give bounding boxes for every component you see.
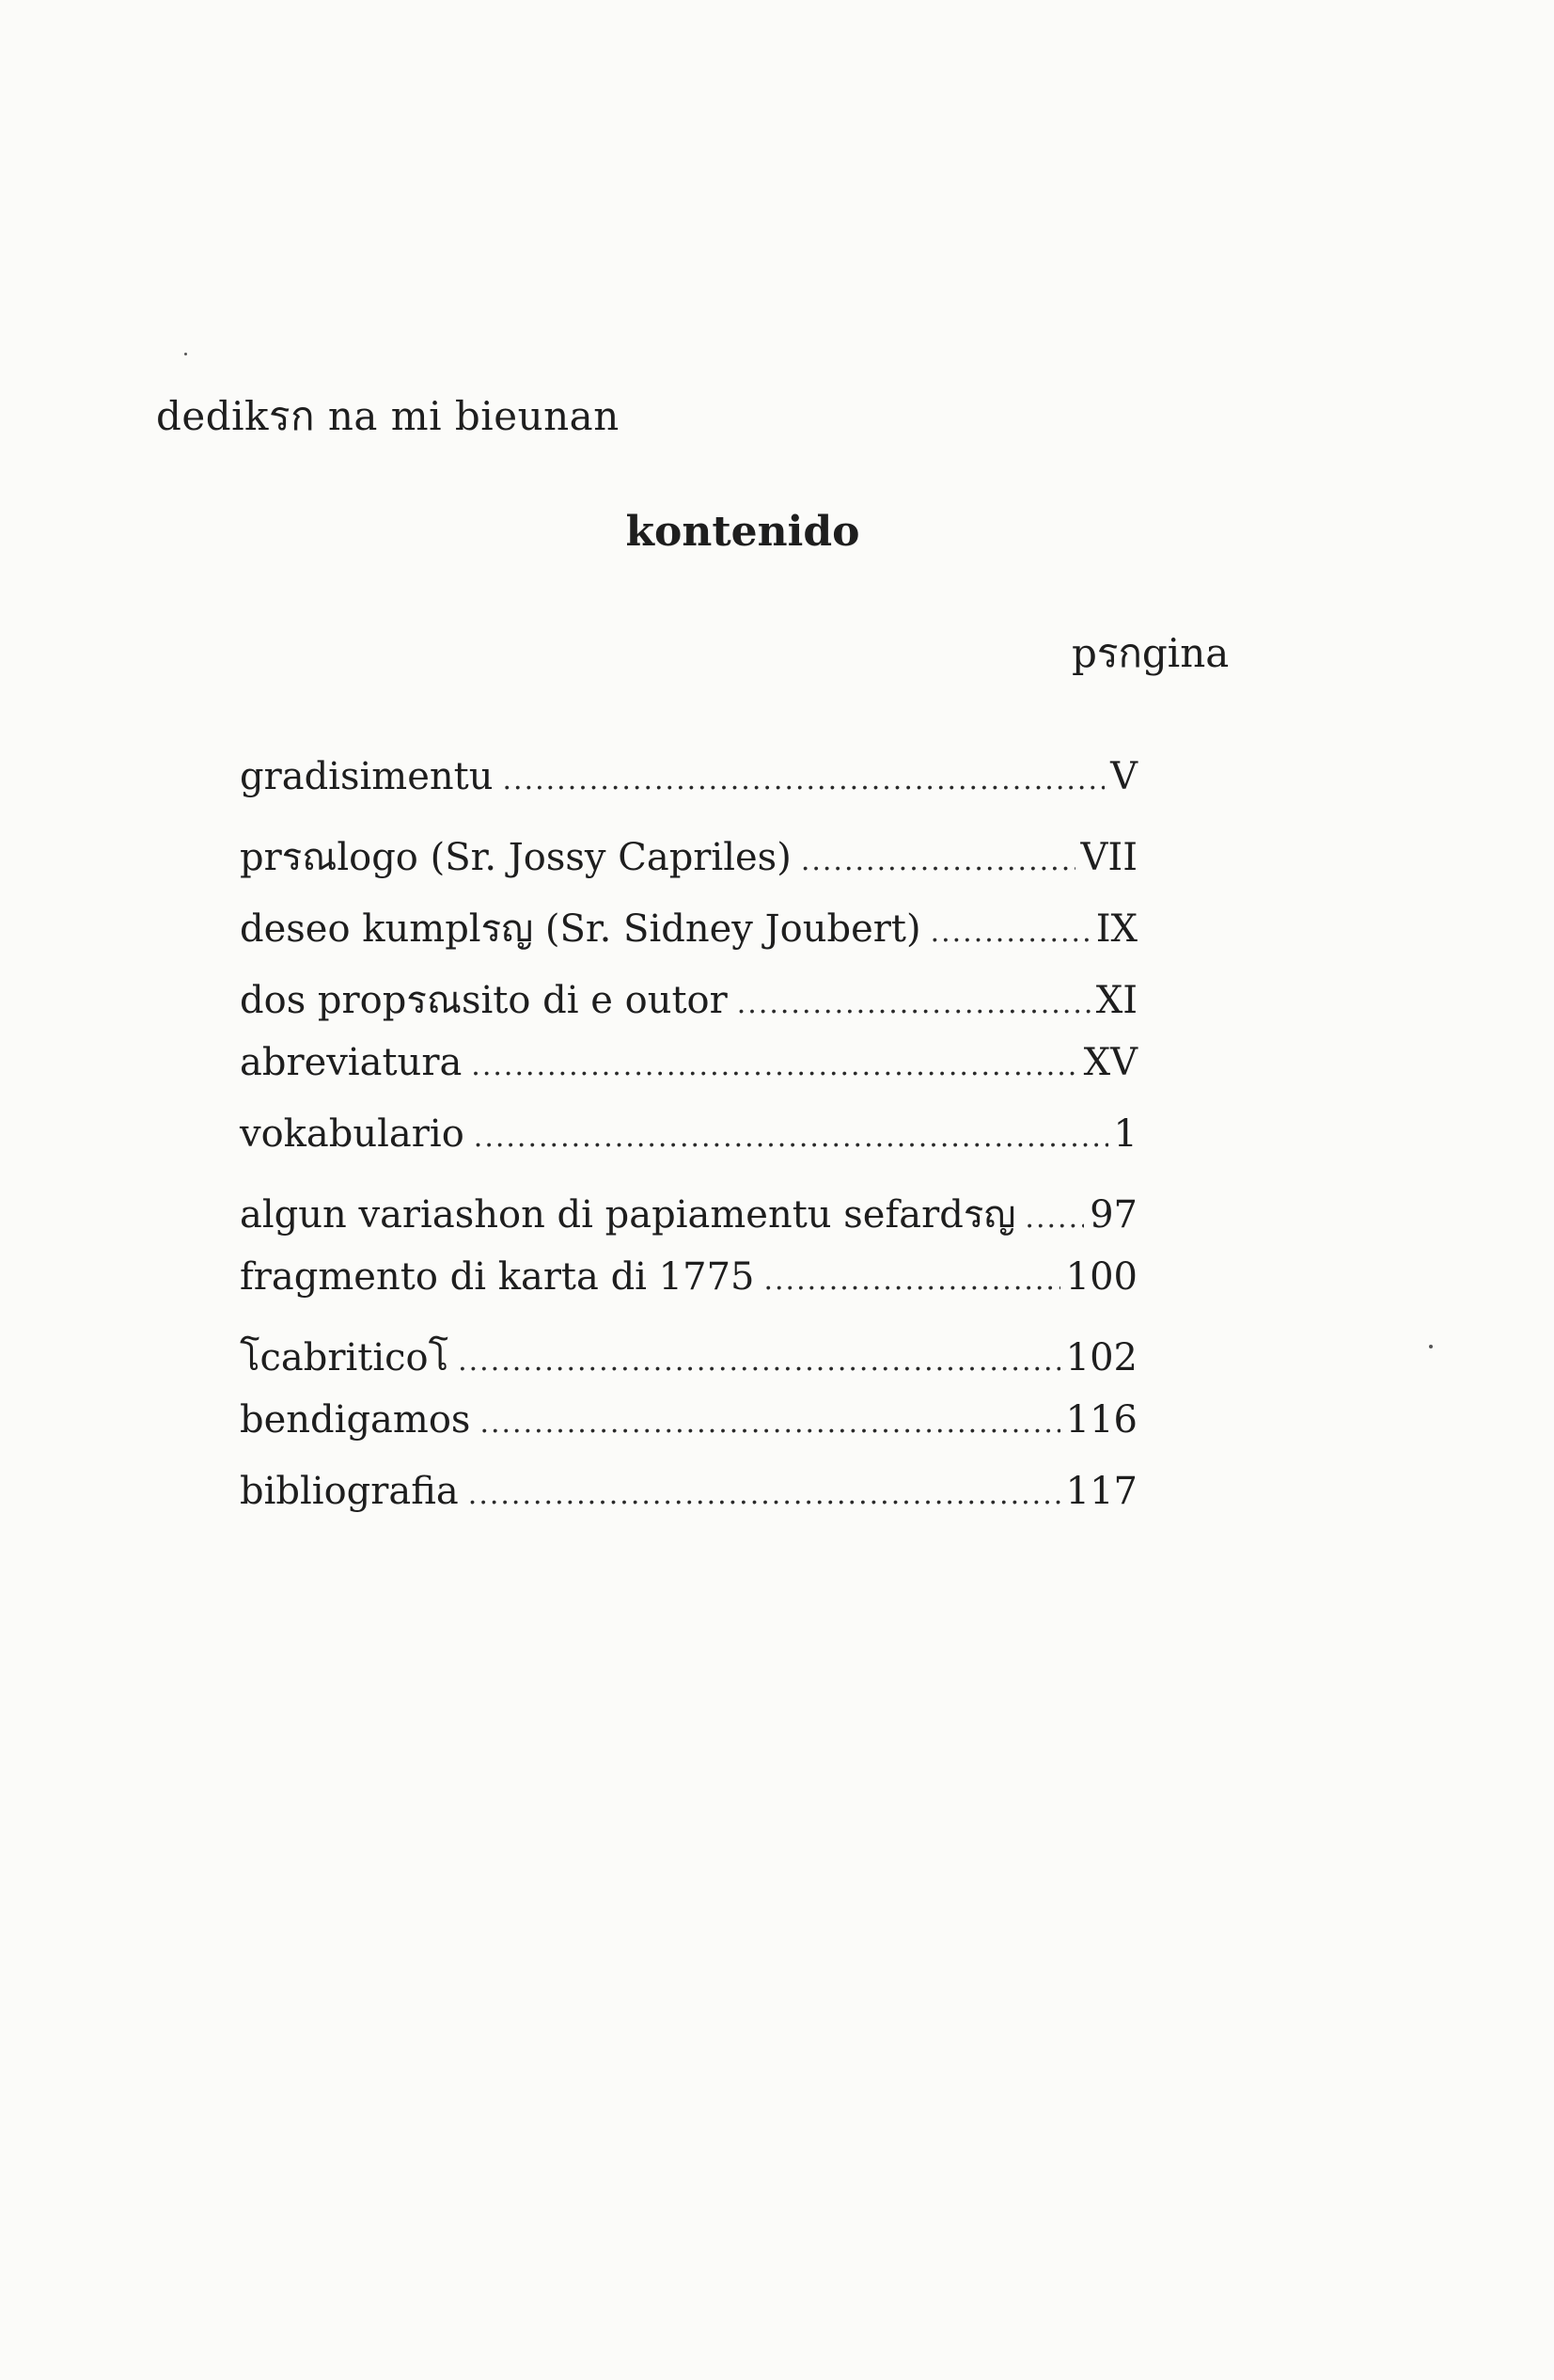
scan-speck [184, 353, 187, 355]
dedication-line: dedikรก na mi bieunan [156, 393, 620, 439]
toc-entry [240, 1398, 1138, 1470]
toc-dot-leader [474, 1121, 1108, 1154]
page-title: kontenido [625, 508, 860, 556]
toc-entry-title: gradisimentu [240, 755, 494, 798]
toc-entry-title: abreviatura [240, 1041, 463, 1084]
toc-entry-page: IX [1095, 907, 1138, 951]
toc-dot-leader [737, 987, 1091, 1020]
toc-entry-page: 116 [1065, 1398, 1138, 1442]
scan-speck [1429, 1345, 1433, 1348]
toc-dot-leader [468, 1478, 1060, 1511]
toc-entry [240, 898, 1138, 969]
toc-entry [240, 1470, 1138, 1541]
toc-entry-title: vokabulario [240, 1112, 464, 1156]
toc-dot-leader [471, 1049, 1077, 1082]
toc-entry-title: bibliografia [240, 1470, 459, 1513]
toc-dot-leader [479, 1407, 1060, 1440]
toc-entry-page: 100 [1065, 1255, 1138, 1299]
toc-entry-title: bendigamos [240, 1398, 471, 1442]
toc-dot-leader [763, 1264, 1060, 1297]
toc-entry [240, 1327, 1138, 1398]
toc-dot-leader [458, 1345, 1060, 1378]
toc-dot-leader [801, 844, 1075, 877]
toc-entry [240, 1255, 1138, 1327]
toc-entry-title: โcabriticoโ [240, 1336, 449, 1379]
toc-entry-page: 97 [1090, 1193, 1138, 1237]
toc-entry-title: dos propรณsito di e outor [240, 979, 728, 1022]
toc-entry-title: algun variashon di papiamentu sefardรญ [240, 1193, 1016, 1237]
toc-entry-page: XI [1095, 979, 1138, 1022]
toc-dot-leader [1025, 1202, 1084, 1235]
toc-entry-page: V [1110, 755, 1138, 798]
toc-entry-page: 102 [1065, 1336, 1138, 1379]
toc-entry [240, 1112, 1138, 1184]
toc-entry [240, 1184, 1138, 1255]
toc-entry-title: deseo kumplรญ (Sr. Sidney Joubert) [240, 907, 921, 951]
toc-entry [240, 969, 1138, 1041]
toc-entry-page: 117 [1065, 1470, 1138, 1513]
table-of-contents [240, 755, 1138, 1541]
toc-entry-page: 1 [1113, 1112, 1138, 1156]
toc-entry-page: XV [1083, 1041, 1138, 1084]
toc-entry [240, 827, 1138, 898]
toc-dot-leader [931, 916, 1091, 949]
toc-entry-title: prรณlogo (Sr. Jossy Capriles) [240, 836, 792, 879]
toc-entry-title: fragmento di karta di 1775 [240, 1255, 755, 1299]
toc-entry [240, 755, 1138, 827]
page-column-label: pรกgina [1072, 630, 1230, 676]
toc-entry [240, 1041, 1138, 1112]
toc-dot-leader [503, 764, 1106, 796]
toc-entry-page: VII [1080, 836, 1138, 879]
